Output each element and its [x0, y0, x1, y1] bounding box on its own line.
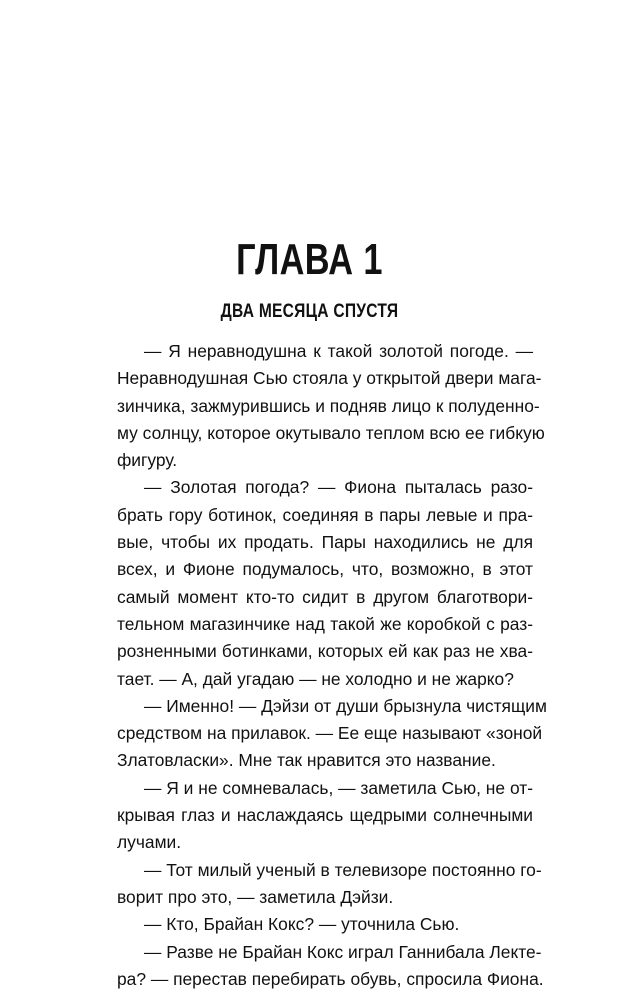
chapter-title: ГЛАВА 1 [236, 235, 383, 284]
text-line: — Тот милый ученый в телевизоре постоянно го- [144, 859, 542, 880]
text-line: вые, чтобы их продать. Пары находились не для [117, 532, 533, 553]
text-line: ворит про это, — заметила Дэйзи. [117, 886, 394, 907]
text-line: всех, и Фионе подумалось, что, возможно, в этот [117, 559, 533, 580]
text-line: — Разве не Брайан Кокс играл Ганнибала Лекте- [144, 941, 542, 962]
text-line: средством на прилавок. — Ее еще называют «зоной [117, 723, 543, 744]
text-line: тает. — А, дай угадаю — не холодно и не жарко? [117, 668, 514, 689]
text-line: — Золотая погода? — Фиона пыталась разо- [144, 477, 533, 498]
text-line: розненными ботинками, которых ей как раз не хва- [117, 641, 533, 662]
text-line: Златовласки». Мне так нравится это название. [117, 750, 496, 771]
body-text [117, 338, 547, 993]
text-line: — Я неравнодушна к такой золотой погоде. — [144, 341, 533, 361]
text-line: — Кто, Брайан Кокс? — уточнила Сью. [144, 914, 460, 935]
text-line: самый момент кто-то сидит в другом благотвори- [117, 586, 533, 607]
chapter-subtitle: ДВА МЕСЯЦА СПУСТЯ [220, 301, 399, 322]
text-line: Неравнодушная Сью стояла у открытой двери мага- [117, 368, 542, 389]
text-line: лучами. [117, 832, 182, 853]
text-line: му солнцу, которое окутывало теплом всю ее гибкую [117, 422, 545, 443]
text-line: крывая глаз и наслаждаясь щедрыми солнечными [117, 805, 533, 826]
text-line: зинчика, зажмурившись и подняв лицо к полуденно- [117, 395, 540, 416]
text-line: ра? — перестав перебирать обувь, спросила Фиона. [117, 968, 544, 989]
text-line: фигуру. [117, 450, 178, 471]
text-line: тельном магазинчике над такой же коробкой с раз- [117, 613, 533, 634]
text-line: брать гору ботинок, соединяя в пары левые и пра- [117, 504, 533, 525]
text-line: — Именно! — Дэйзи от души брызнула чистящим [144, 695, 547, 716]
text-line: — Я и не сомневалась, — заметила Сью, не от- [144, 777, 533, 798]
